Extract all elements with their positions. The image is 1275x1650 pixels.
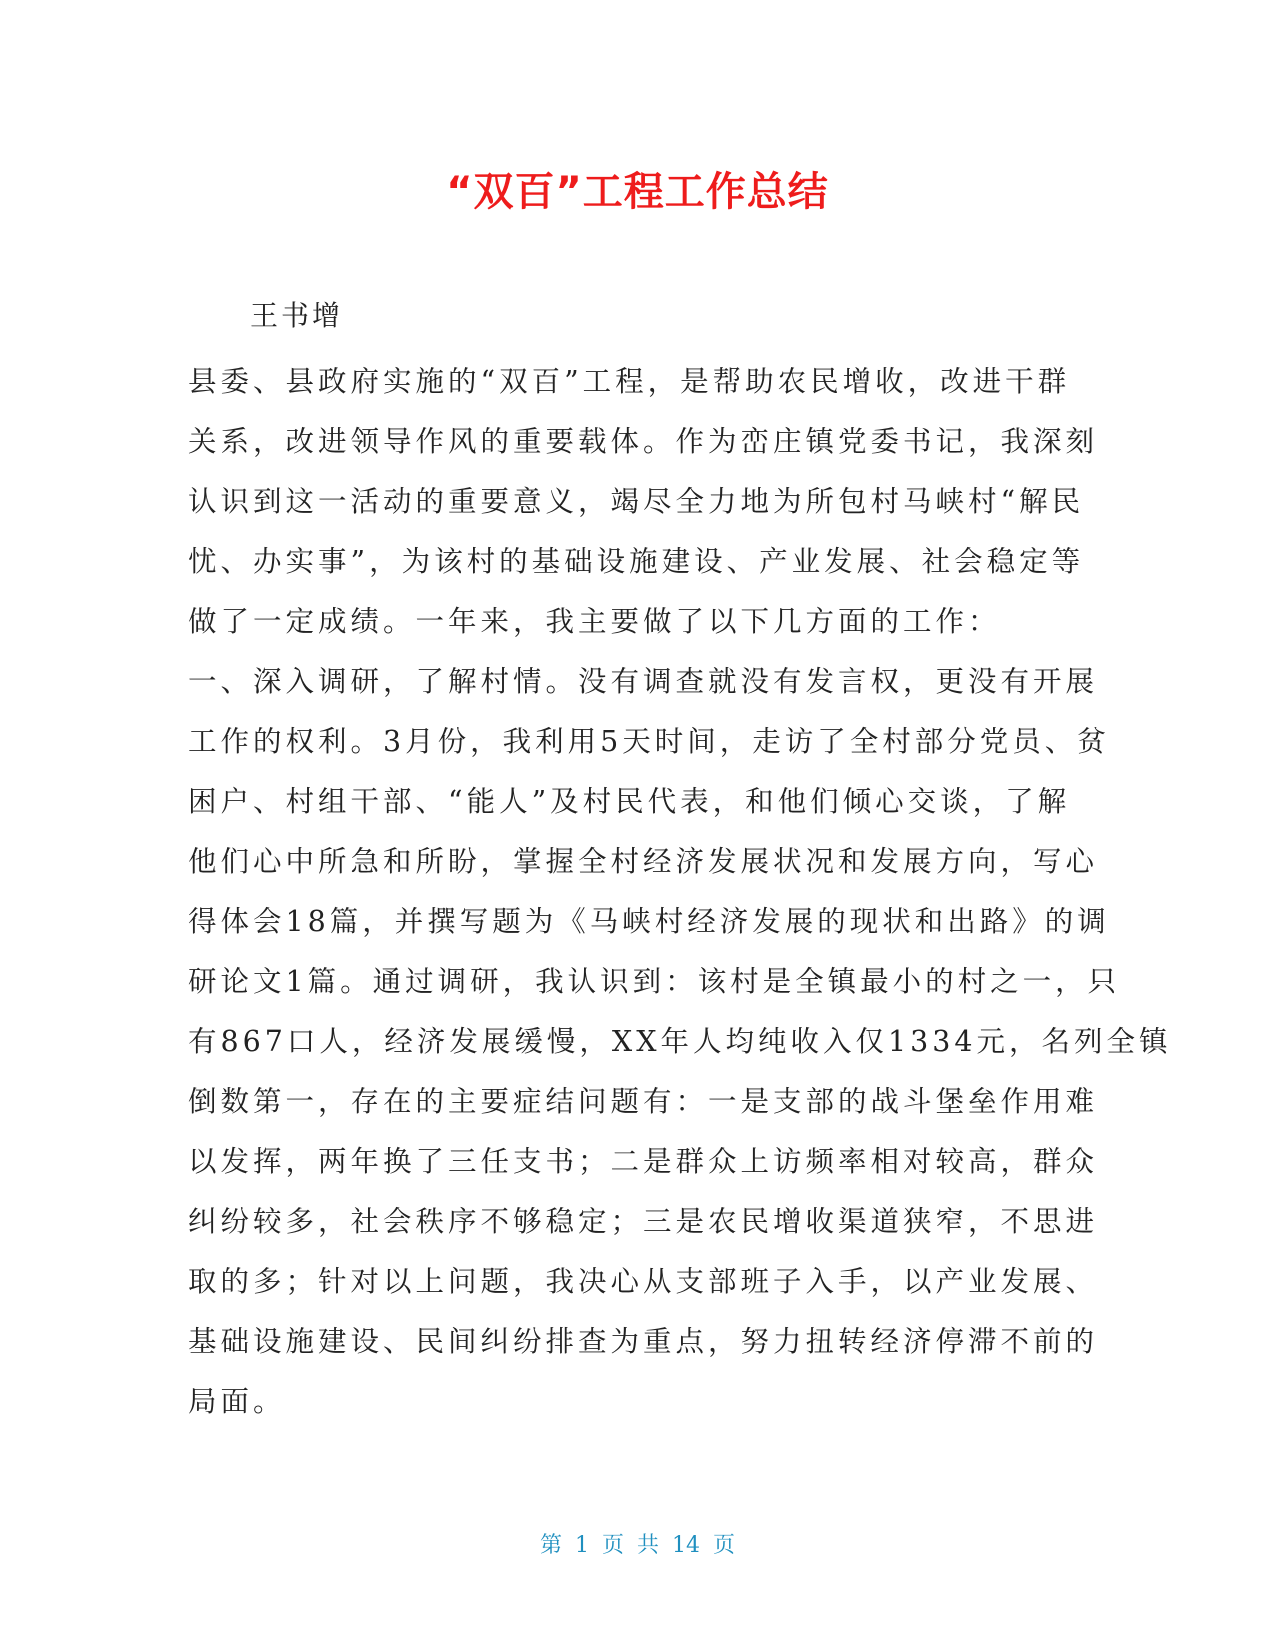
text-line: 关系，改进领导作风的重要载体。作为峦庄镇党委书记，我深刻 bbox=[188, 425, 1099, 458]
text-line: 他们心中所急和所盼，掌握全村经济发展状况和发展方向，写心 bbox=[188, 845, 1099, 878]
text-line: 做了一定成绩。一年来，我主要做了以下几方面的工作： bbox=[188, 605, 1001, 638]
text-line: 困户、村组干部、“能人”及村民代表，和他们倾心交谈，了解 bbox=[188, 785, 1071, 818]
text-line: 有867口人，经济发展缓慢，XX年人均纯收入仅1334元，名列全镇 bbox=[188, 1025, 1172, 1058]
text-line: 纠纷较多，社会秩序不够稳定；三是农民增收渠道狭窄，不思进 bbox=[188, 1205, 1099, 1238]
body-text bbox=[188, 352, 1172, 1432]
text-line: 研论文1篇。通过调研，我认识到：该村是全镇最小的村之一，只 bbox=[188, 965, 1121, 998]
text-line: 一、深入调研，了解村情。没有调查就没有发言权，更没有开展 bbox=[188, 665, 1099, 698]
document-title: “双百”工程工作总结 bbox=[446, 169, 829, 215]
text-line: 认识到这一活动的重要意义，竭尽全力地为所包村马峡村“解民 bbox=[188, 485, 1085, 518]
page-number: 第 1 页 共 14 页 bbox=[540, 1533, 735, 1558]
text-line: 得体会18篇，并撰写题为《马峡村经济发展的现状和出路》的调 bbox=[188, 905, 1110, 938]
text-line: 倒数第一，存在的主要症结问题有：一是支部的战斗堡垒作用难 bbox=[188, 1085, 1099, 1118]
author-name: 王书增 bbox=[250, 299, 344, 332]
text-line: 局面。 bbox=[188, 1385, 286, 1418]
text-line: 忧、办实事”，为该村的基础设施建设、产业发展、社会稳定等 bbox=[188, 545, 1085, 578]
text-line: 基础设施建设、民间纠纷排查为重点，努力扭转经济停滞不前的 bbox=[188, 1325, 1099, 1358]
text-line: 取的多；针对以上问题，我决心从支部班子入手，以产业发展、 bbox=[188, 1265, 1099, 1298]
text-line: 工作的权利。3月份，我利用5天时间，走访了全村部分党员、贫 bbox=[188, 725, 1110, 758]
text-line: 县委、县政府实施的“双百”工程，是帮助农民增收，改进干群 bbox=[188, 365, 1071, 398]
text-line: 以发挥，两年换了三任支书；二是群众上访频率相对较高，群众 bbox=[188, 1145, 1099, 1178]
